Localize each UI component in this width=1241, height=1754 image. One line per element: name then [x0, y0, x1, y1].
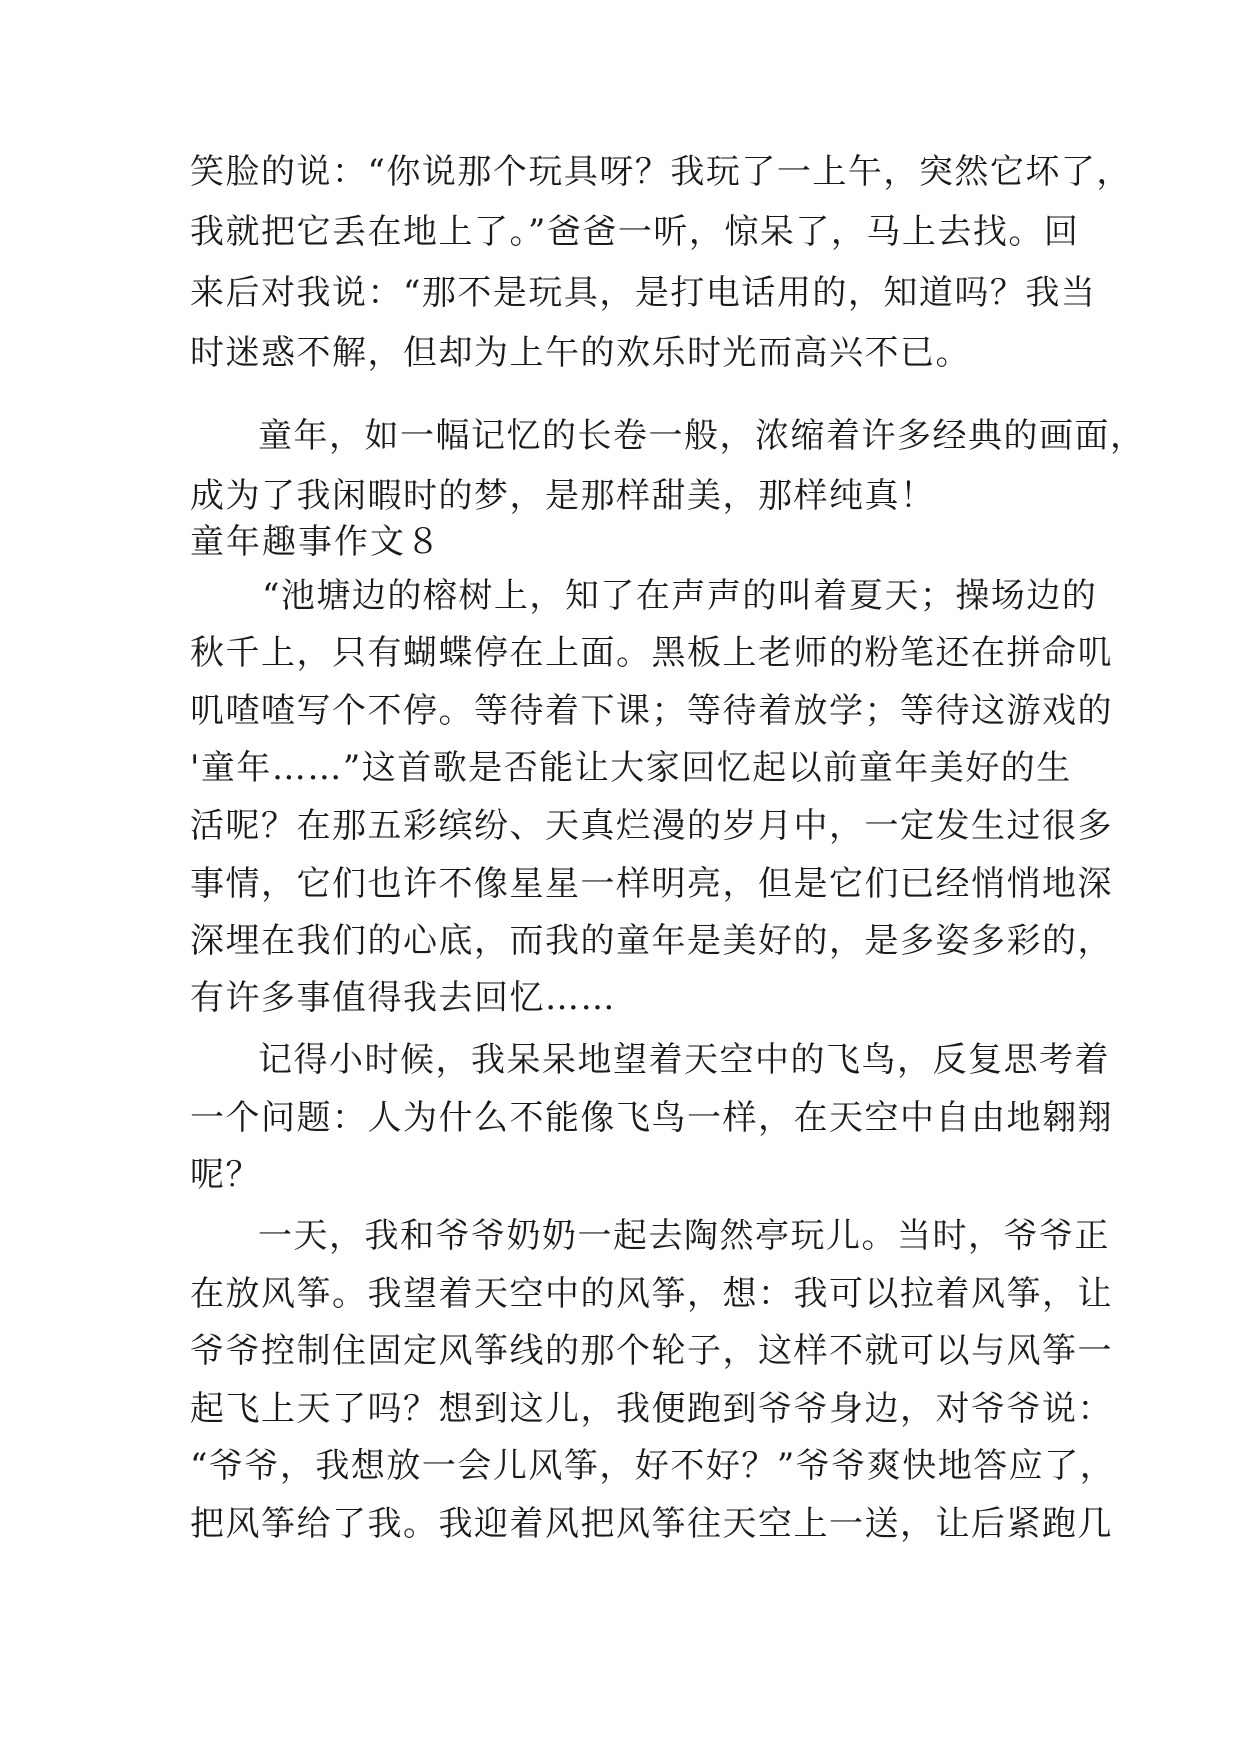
paragraph-line: 一个问题：人为什么不能像飞鸟一样，在天空中自由地翱翔	[190, 1098, 1113, 1138]
paragraph-line: 把风筝给了我。我迎着风把风筝往天空上一送，让后紧跑几	[190, 1504, 1113, 1544]
paragraph-line: 事情，它们也许不像星星一样明亮，但是它们已经悄悄地深	[190, 864, 1113, 904]
paragraph-line: 来后对我说：“那不是玩具，是打电话用的，知道吗？我当	[190, 273, 1097, 313]
paragraph-line: 笑脸的说：“你说那个玩具呀？我玩了一上午，突然它坏了，	[190, 152, 1132, 192]
section-title: 童年趣事作文８	[190, 522, 442, 562]
paragraph-line: 我就把它丢在地上了。”爸爸一听，惊呆了，马上去找。回	[190, 212, 1080, 252]
paragraph-line: 深埋在我们的心底，而我的童年是美好的，是多姿多彩的，	[190, 921, 1113, 961]
paragraph-line: 一天，我和爷爷奶奶一起去陶然亭玩儿。当时，爷爷正	[258, 1216, 1110, 1256]
paragraph-line: “爷爷，我想放一会儿风筝，好不好？”爷爷爽快地答应了，	[190, 1446, 1116, 1486]
paragraph-line: '童年……”这首歌是否能让大家回忆起以前童年美好的生	[190, 748, 1072, 788]
paragraph-line: 时迷惑不解，但却为上午的欢乐时光而高兴不已。	[190, 333, 971, 373]
paragraph-line: 在放风筝。我望着天空中的风筝，想：我可以拉着风筝，让	[190, 1274, 1113, 1314]
paragraph-line: 呢？	[190, 1155, 261, 1195]
paragraph-line: “池塘边的榕树上，知了在声声的叫着夏天；操场边的	[262, 576, 1098, 616]
paragraph-line: 起飞上天了吗？想到这儿，我便跑到爷爷身边，对爷爷说：	[190, 1389, 1113, 1429]
paragraph-line: 叽喳喳写个不停。等待着下课；等待着放学；等待这游戏的	[190, 691, 1113, 731]
paragraph-line: 成为了我闲暇时的梦，是那样甜美，那样纯真！	[190, 476, 936, 516]
paragraph-line: 活呢？在那五彩缤纷、天真烂漫的岁月中，一定发生过很多	[190, 806, 1113, 846]
paragraph-line: 有许多事值得我去回忆……	[190, 978, 616, 1018]
paragraph-line: 记得小时候，我呆呆地望着天空中的飞鸟，反复思考着	[258, 1040, 1110, 1080]
paragraph-line: 爷爷控制住固定风筝线的那个轮子，这样不就可以与风筝一	[190, 1331, 1113, 1371]
paragraph-line: 童年，如一幅记忆的长卷一般，浓缩着许多经典的画面，	[258, 416, 1146, 456]
paragraph-line: 秋千上，只有蝴蝶停在上面。黑板上老师的粉笔还在拼命叽	[190, 633, 1113, 673]
